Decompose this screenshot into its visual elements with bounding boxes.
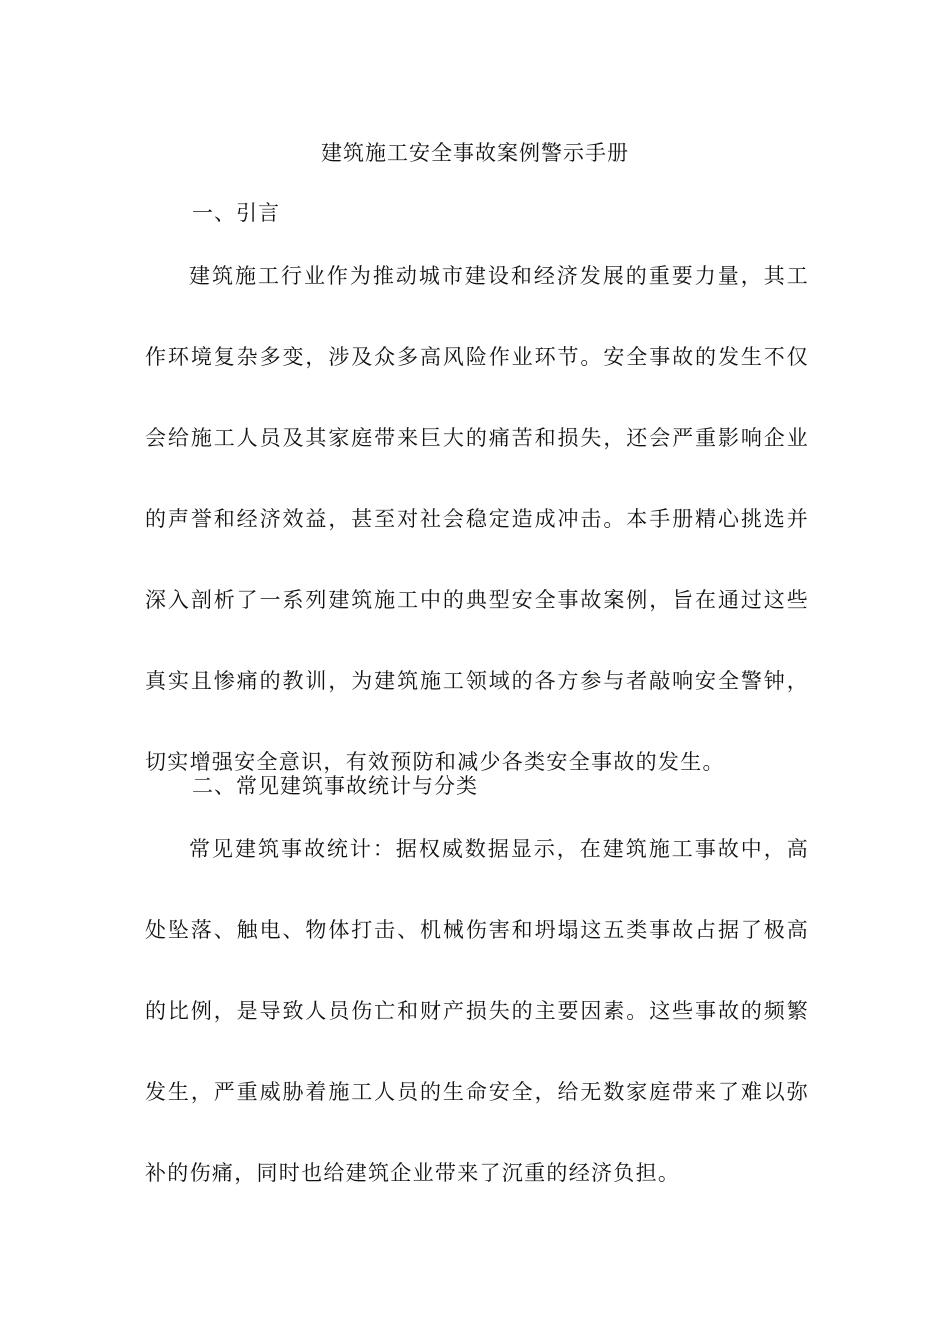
section-paragraph-introduction: 建筑施工行业作为推动城市建设和经济发展的重要力量，其工作环境复杂多变，涉及众多高风险作业环节。安全事故的发生不仅会给施工人员及其家庭带来巨大的痛苦和损失，还会严重影响企业的声誉和经济效益，甚至对社会稳定造成冲击。本手册精心挑选并深入剖析了一系列建筑施工中的典型安全事故案例，旨在通过这些真实且惨痛的教训，为建筑施工领域的各方参与者敲响安全警钟，切实增强安全意识，有效预防和减少各类安全事故的发生。	[145, 264, 809, 774]
section-heading-statistics: 二、常见建筑事故统计与分类	[192, 774, 478, 798]
document-title: 建筑施工安全事故案例警示手册	[321, 141, 629, 165]
section-paragraph-statistics: 常见建筑事故统计：据权威数据显示，在建筑施工事故中，高处坠落、触电、物体打击、机械伤害和坍塌这五类事故占据了极高的比例，是导致人员伤亡和财产损失的主要因素。这些事故的频繁发生，严重威胁着施工人员的生命安全，给无数家庭带来了难以弥补的伤痛，同时也给建筑企业带来了沉重的经济负担。	[145, 837, 809, 1185]
section-heading-introduction: 一、引言	[192, 201, 280, 225]
